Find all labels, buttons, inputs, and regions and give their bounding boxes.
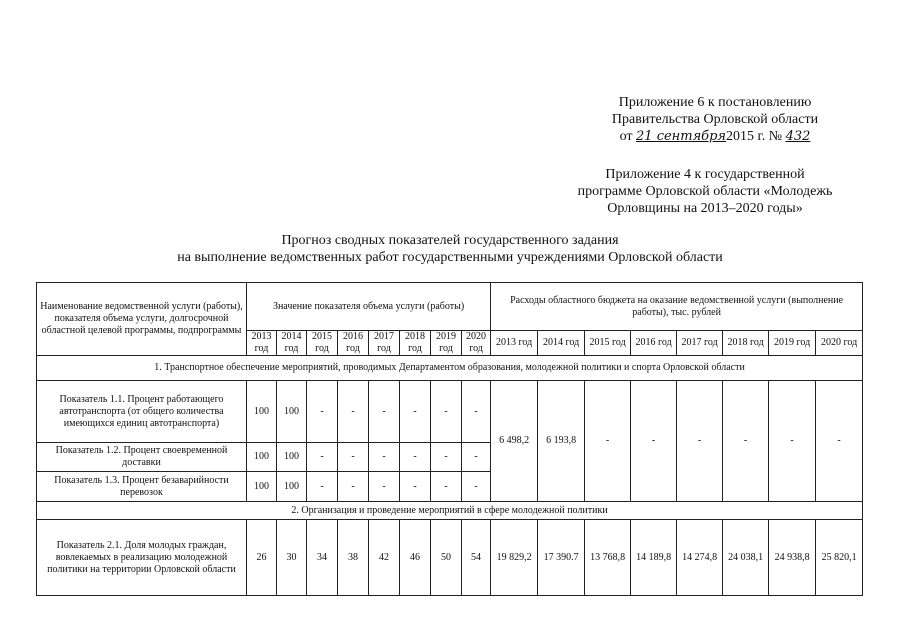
expense-value: 19 829,2: [491, 520, 538, 596]
indicator-value: 100: [247, 443, 277, 472]
value-year-header: 2015 год: [307, 331, 338, 356]
expense-value: 14 274,8: [677, 520, 723, 596]
indicator-2-1-name: Показатель 2.1. Доля молодых граждан, вовлекаемых в реализацию молодежной политики на территории Орловской области: [37, 520, 247, 596]
handwritten-number: 432: [785, 129, 811, 144]
value-year-header: 2017 год: [369, 331, 400, 356]
indicator-value: 100: [247, 472, 277, 502]
indicator-value: -: [400, 472, 431, 502]
value-year-header: 2020 год: [462, 331, 491, 356]
appendix4-block: [555, 166, 855, 217]
expense-value: -: [723, 381, 769, 502]
indicator-value: 100: [277, 381, 307, 443]
indicator-value: -: [462, 472, 491, 502]
indicator-1-3-name: Показатель 1.3. Процент безаварийности перевозок: [37, 472, 247, 502]
indicator-value: -: [431, 443, 462, 472]
handwritten-date: 21 сентября: [636, 129, 727, 144]
indicator-value: -: [369, 472, 400, 502]
indicator-value: 100: [277, 472, 307, 502]
value-year-header: 2019 год: [431, 331, 462, 356]
expense-year-header: 2013 год: [491, 331, 538, 356]
appendix6-line2: Правительства Орловской области: [611, 112, 819, 127]
expense-year-header: 2016 год: [631, 331, 677, 356]
expense-value: 17 390.7: [538, 520, 585, 596]
value-year-header: 2016 год: [338, 331, 369, 356]
appendix4-line1: Приложение 4 к государственной: [605, 167, 805, 182]
indicator-value: -: [431, 472, 462, 502]
indicator-1-2-name: Показатель 1.2. Процент своевременной доставки: [37, 443, 247, 472]
indicator-value: 100: [277, 443, 307, 472]
indicator-1-1-name: Показатель 1.1. Процент работающего автотранспорта (от общего количества имеющихся единиц автотранспорта): [37, 381, 247, 443]
expense-year-header: 2019 год: [769, 331, 816, 356]
value-year-header: 2013 год: [247, 331, 277, 356]
expense-year-header: 2015 год: [585, 331, 631, 356]
expense-year-header: 2014 год: [538, 331, 585, 356]
appendix6-year: 2015 г. №: [726, 129, 783, 144]
expense-year-header: 2020 год: [816, 331, 863, 356]
indicator-value: 30: [277, 520, 307, 596]
expense-value: 24 938,8: [769, 520, 816, 596]
values-group-header: Значение показателя объема услуги (работы): [247, 283, 491, 331]
indicator-value: -: [338, 472, 369, 502]
expense-value: 24 038,1: [723, 520, 769, 596]
indicator-value: -: [431, 381, 462, 443]
indicator-value: 100: [247, 381, 277, 443]
title-line2: на выполнение ведомственных работ государственными учреждениями Орловской области: [177, 250, 723, 265]
indicator-value: -: [338, 381, 369, 443]
indicator-value: 34: [307, 520, 338, 596]
indicator-value: -: [338, 443, 369, 472]
appendix6-line1: Приложение 6 к постановлению: [618, 95, 812, 110]
expense-value: 25 820,1: [816, 520, 863, 596]
expense-value: 13 768,8: [585, 520, 631, 596]
indicator-value: -: [462, 443, 491, 472]
expense-value: -: [677, 381, 723, 502]
expense-value: -: [769, 381, 816, 502]
indicator-value: -: [462, 381, 491, 443]
expense-value: 14 189,8: [631, 520, 677, 596]
indicator-value: 26: [247, 520, 277, 596]
name-column-header: Наименование ведомственной услуги (работы), показателя объема услуги, долгосрочной областной целевой программы, подпрограммы: [37, 283, 247, 356]
appendix6-from: от: [619, 129, 633, 144]
title-line1: Прогноз сводных показателей государственного задания: [281, 233, 619, 248]
expense-value: 6 498,2: [491, 381, 538, 502]
expense-year-header: 2017 год: [677, 331, 723, 356]
expense-value: -: [631, 381, 677, 502]
document-title: [120, 232, 780, 266]
expenses-group-header: Расходы областного бюджета на оказание ведомственной услуги (выполнение работы), тыс. рублей: [491, 283, 863, 331]
appendix4-line3: Орловщины на 2013–2020 годы»: [607, 201, 803, 216]
indicator-value: -: [400, 381, 431, 443]
indicator-value: -: [369, 381, 400, 443]
indicator-value: 38: [338, 520, 369, 596]
value-year-header: 2014 год: [277, 331, 307, 356]
expense-year-header: 2018 год: [723, 331, 769, 356]
appendix6-block: [580, 94, 850, 145]
indicator-value: -: [307, 443, 338, 472]
value-year-header: 2018 год: [400, 331, 431, 356]
expense-value: 6 193,8: [538, 381, 585, 502]
section-2-heading: 2. Организация и проведение мероприятий в сфере молодежной политики: [37, 502, 863, 520]
indicator-value: 50: [431, 520, 462, 596]
indicator-value: 46: [400, 520, 431, 596]
indicator-value: -: [400, 443, 431, 472]
indicators-table: [36, 282, 863, 596]
section-1-heading: 1. Транспортное обеспечение мероприятий, проводимых Департаментом образования, молодежной политики и спорта Орловской области: [37, 356, 863, 381]
indicator-value: 54: [462, 520, 491, 596]
expense-value: -: [816, 381, 863, 502]
appendix4-line2: программе Орловской области «Молодежь: [577, 184, 833, 199]
expense-value: -: [585, 381, 631, 502]
indicator-value: -: [369, 443, 400, 472]
indicator-value: -: [307, 381, 338, 443]
appendix6-line3: [580, 128, 850, 145]
indicator-value: -: [307, 472, 338, 502]
indicator-value: 42: [369, 520, 400, 596]
